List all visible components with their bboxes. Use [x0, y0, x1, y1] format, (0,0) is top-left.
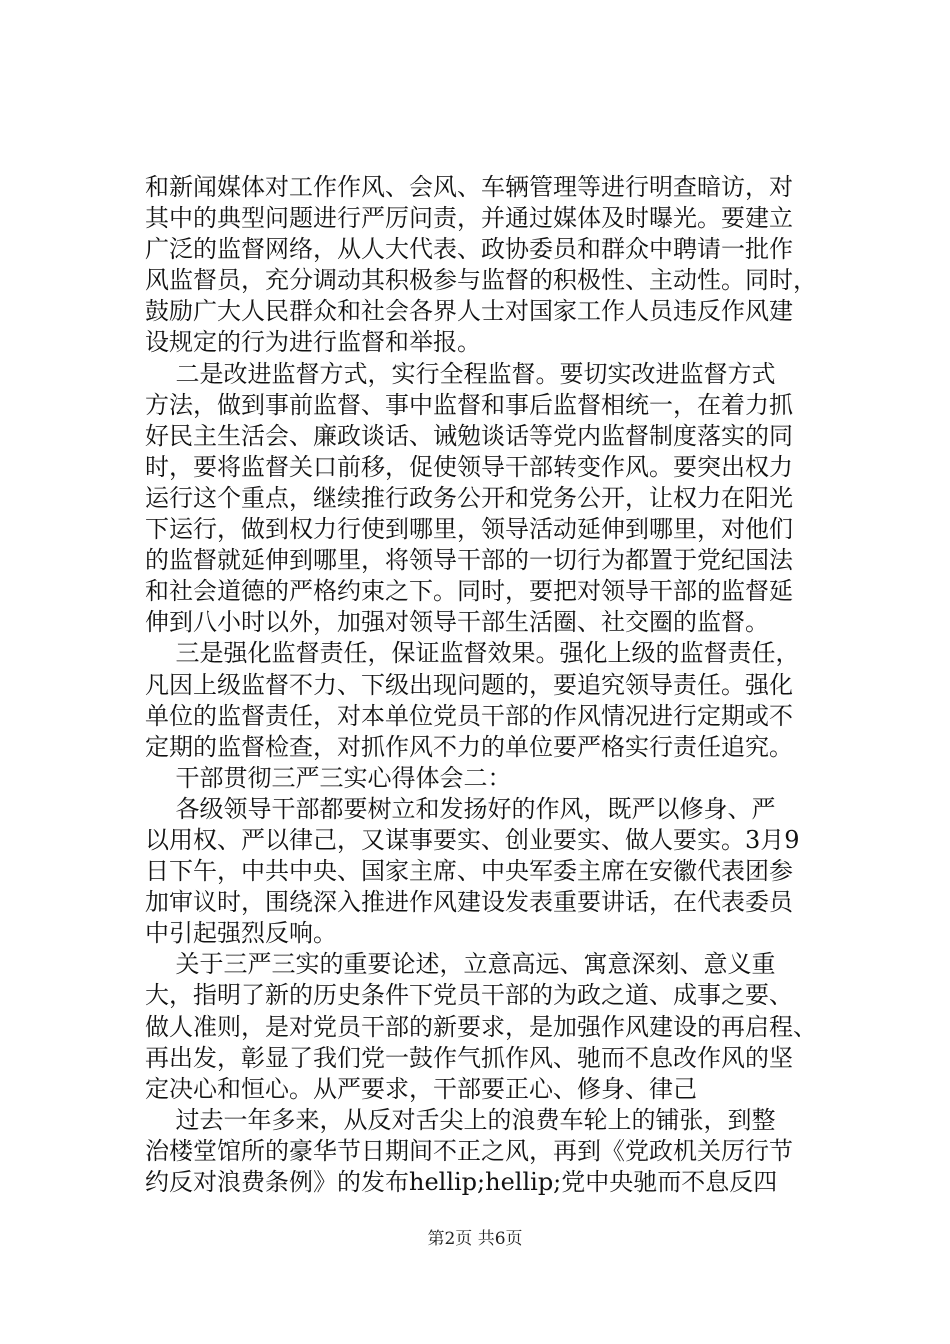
text-line: 各级领导干部都要树立和发扬好的作风，既严以修身、严: [145, 794, 776, 823]
text-line: 方法，做到事前监督、事中监督和事后监督相统一，在着力抓: [145, 390, 793, 419]
text-line: 其中的典型问题进行严厉问责，并通过媒体及时曝光。要建立: [145, 204, 793, 233]
text-line: 加审议时，围绕深入推进作风建设发表重要讲话，在代表委员: [145, 888, 793, 917]
text-line: 再出发，彰显了我们党一鼓作气抓作风、驰而不息改作风的坚: [145, 1043, 793, 1072]
text-line: 单位的监督责任，对本单位党员干部的作风情况进行定期或不: [145, 701, 793, 730]
text-line: 伸到八小时以外，加强对领导干部生活圈、社交圈的监督。: [145, 608, 769, 637]
text-line: 和社会道德的严格约束之下。同时，要把对领导干部的监督延: [145, 577, 793, 606]
text-line: 时，要将监督关口前移，促使领导干部转变作风。要突出权力: [145, 452, 793, 481]
text-line: 中引起强烈反响。: [145, 919, 337, 948]
text-line: 风监督员，充分调动其积极参与监督的积极性、主动性。同时，: [145, 266, 817, 295]
text-line: 干部贯彻三严三实心得体会二：: [145, 763, 512, 792]
text-line: 做人准则，是对党员干部的新要求，是加强作风建设的再启程、: [145, 1012, 817, 1041]
document-body: [145, 172, 835, 1198]
text-line: 大，指明了新的历史条件下党员干部的为政之道、成事之要、: [145, 981, 793, 1010]
text-line: 二是改进监督方式，实行全程监督。要切实改进监督方式: [145, 359, 776, 388]
text-line: 日下午，中共中央、国家主席、中央军委主席在安徽代表团参: [145, 857, 793, 886]
text-line: 的监督就延伸到哪里，将领导干部的一切行为都置于党纪国法: [145, 546, 793, 575]
page-footer: 第2页 共6页: [427, 1229, 523, 1249]
text-line: 关于三严三实的重要论述，立意高远、寓意深刻、意义重: [145, 950, 776, 979]
text-line: 约反对浪费条例》的发布hellip;hellip;党中央驰而不息反四: [145, 1168, 778, 1196]
text-line: 以用权、严以律己，又谋事要实、创业要实、做人要实。3月9: [145, 825, 800, 854]
text-line: 好民主生活会、廉政谈话、诫勉谈话等党内监督制度落实的同: [145, 421, 793, 450]
text-line: 凡因上级监督不力、下级出现问题的，要追究领导责任。强化: [145, 670, 793, 699]
text-line: 治楼堂馆所的豪华节日期间不正之风，再到《党政机关厉行节: [145, 1136, 793, 1165]
text-line: 和新闻媒体对工作作风、会风、车辆管理等进行明查暗访，对: [145, 173, 793, 201]
text-line: 鼓励广大人民群众和社会各界人士对国家工作人员违反作风建: [145, 297, 793, 326]
text-line: 下运行，做到权力行使到哪里，领导活动延伸到哪里，对他们: [145, 515, 793, 544]
text-line: 广泛的监督网络，从人大代表、政协委员和群众中聘请一批作: [145, 235, 793, 264]
text-line: 设规定的行为进行监督和举报。: [145, 328, 481, 357]
text-line: 运行这个重点，继续推行政务公开和党务公开，让权力在阳光: [145, 483, 793, 512]
text-line: 定决心和恒心。从严要求，干部要正心、修身、律己: [145, 1074, 697, 1103]
text-line: 三是强化监督责任，保证监督效果。强化上级的监督责任，: [145, 639, 800, 668]
text-line: 定期的监督检查，对抓作风不力的单位要严格实行责任追究。: [145, 732, 793, 761]
text-line: 过去一年多来，从反对舌尖上的浪费车轮上的铺张，到整: [145, 1105, 776, 1134]
